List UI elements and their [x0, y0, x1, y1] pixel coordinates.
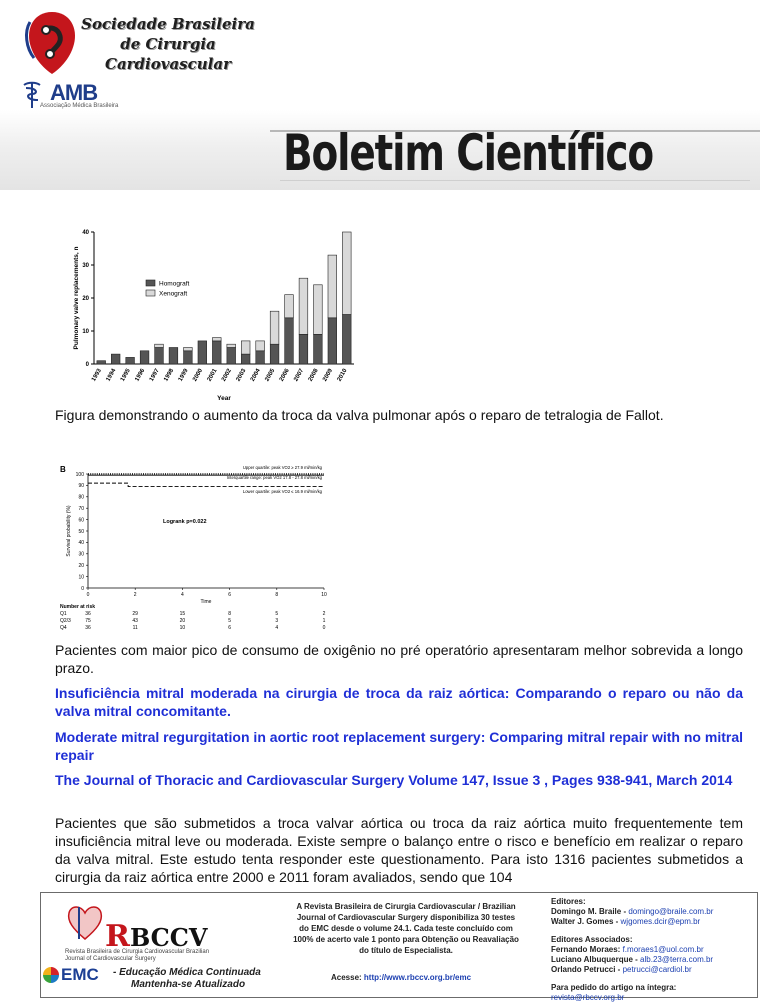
- y-axis-label: Survival probability (%): [66, 505, 72, 557]
- x-tick-label: 1997: [148, 368, 161, 383]
- x-tick-label: 2005: [264, 368, 277, 383]
- risk-value: 43: [132, 618, 138, 624]
- y-tick-label: 100: [75, 471, 84, 478]
- bar-homograft: [169, 348, 178, 365]
- x-tick-label: 2009: [322, 368, 335, 383]
- x-tick-label: 6: [228, 592, 231, 598]
- risk-value: 11: [132, 625, 138, 631]
- editor-2-name: Walter J. Gomes -: [551, 917, 619, 926]
- x-tick-label: 2001: [206, 368, 219, 383]
- bar-homograft: [285, 318, 294, 364]
- assoc-editor-2: [551, 955, 751, 965]
- assoc-editor-2-email[interactable]: alb.23@terra.com.br: [640, 955, 714, 964]
- risk-value: 4: [275, 625, 279, 631]
- editor-2-email[interactable]: wjgomes.dcir@epm.br: [620, 917, 701, 926]
- editors-heading: Editores:: [551, 897, 586, 906]
- bar-xenograft: [212, 338, 221, 341]
- y-tick-label: 50: [78, 528, 84, 535]
- sbcc-logo: [22, 8, 82, 76]
- pulmonary-valve-chart-svg: [70, 222, 370, 402]
- request-heading: Para pedido do artigo na íntegra:: [551, 983, 677, 992]
- paragraph-survival: Pacientes com maior pico de consumo de oxigênio no pré operatório apresentaram melhor sobrevida a longo prazo.: [55, 642, 743, 676]
- risk-value: 10: [179, 625, 186, 631]
- bar-xenograft: [256, 341, 265, 351]
- bar-xenograft: [184, 348, 193, 351]
- editor-1: [551, 907, 751, 917]
- rbccv-heart-icon: [63, 899, 107, 943]
- risk-value: 5: [275, 611, 279, 617]
- rbccv-logo-rest: BCCV: [129, 923, 208, 952]
- access-url-link[interactable]: http://www.rbccv.org.br/emc: [363, 973, 472, 982]
- risk-value: 1: [322, 618, 326, 624]
- bar-homograft: [227, 348, 236, 365]
- risk-value: 6: [228, 625, 231, 631]
- editors-block: [551, 897, 751, 1003]
- editor-1-email[interactable]: domingo@braile.com.br: [628, 907, 714, 916]
- x-tick-label: 2007: [293, 368, 306, 383]
- risk-value: 5: [228, 618, 231, 624]
- rbccv-logo-r: R: [105, 919, 130, 954]
- risk-row-label: Q4: [60, 625, 67, 631]
- article-title-pt: Insuficiência mitral moderada na cirurgia de troca da raiz aórtica: Comparando o reparo ou não da valva mitral concomitante.: [55, 685, 743, 719]
- risk-row-label: Q2/3: [60, 618, 71, 624]
- bar-xenograft: [328, 255, 337, 318]
- assoc-editor-3-name: Orlando Petrucci -: [551, 965, 621, 974]
- series-label: Upper quartile: peak VO2 ≥ 27.9 ml/min/kg: [242, 465, 322, 470]
- x-tick-label: 10: [321, 592, 327, 598]
- article-reference: The Journal of Thoracic and Cardiovascular Surgery Volume 147, Issue 3 , Pages 938-941, March 2014: [55, 772, 733, 788]
- bar-xenograft: [299, 278, 308, 334]
- bar-xenograft: [342, 232, 351, 315]
- survival-line-dashed: [88, 483, 324, 486]
- emc-tagline: [113, 967, 261, 991]
- x-tick-label: 1995: [119, 368, 132, 383]
- panel-label: B: [60, 465, 66, 474]
- risk-value: 0: [322, 625, 326, 631]
- series-label: Lower quartile: peak VO2 ≤ 16.9 ml/min/kg: [242, 489, 322, 494]
- society-name-line3: Cardiovascular: [105, 55, 231, 73]
- x-axis-label: Year: [217, 395, 231, 402]
- survival-chart: [58, 462, 333, 632]
- bar-homograft: [299, 334, 308, 364]
- bar-homograft: [97, 361, 106, 364]
- legend-label: Homograft: [159, 280, 190, 288]
- paragraph-mitral: Pacientes que são submetidos a troca valvar aórtica ou troca da raiz aórtica muito frequentemente tem insuficiência mitral leve ou moderada. Existe sempre o balanço entre o risco e benefício em realizar o reparo da valva mitral. Este estudo tenta responder este questionamento. Para isto 1316 pacientes submetidos a cirurgia da raiz aórtica entre 2000 e 2011 foram avaliados, sendo que 104: [55, 815, 743, 885]
- x-tick-label: 2004: [249, 368, 262, 383]
- risk-value: 15: [179, 611, 186, 617]
- access-label: Acesse:: [331, 973, 362, 982]
- series-label: Interquartile range: peak VO2 17.8 - 27.8 ml/min/kg: [226, 475, 322, 480]
- y-tick-label: 10: [78, 574, 84, 581]
- x-tick-label: 2010: [336, 368, 349, 383]
- amb-subtitle: Associação Médica Brasileira: [40, 103, 119, 109]
- assoc-editor-1: [551, 945, 751, 955]
- survival-chart-svg: [58, 462, 333, 632]
- bar-homograft: [256, 351, 265, 364]
- page-title: Boletim Científico: [283, 124, 653, 182]
- editor-2: [551, 917, 751, 927]
- y-tick-label: 80: [78, 494, 84, 501]
- society-name-line2: de Cirurgia: [120, 35, 216, 53]
- amb-logo-text: AMB: [50, 80, 98, 105]
- y-tick-label: 60: [78, 517, 84, 524]
- y-tick-label: 40: [82, 230, 89, 236]
- x-tick-label: 4: [181, 592, 184, 598]
- risk-value: 20: [179, 618, 186, 624]
- assoc-editor-3-email[interactable]: petrucci@cardiol.br: [622, 965, 692, 974]
- risk-table-title: Number at risk: [60, 604, 96, 610]
- request-email[interactable]: revista@rbccv.org.br: [551, 993, 625, 1002]
- bar-homograft: [241, 354, 250, 364]
- risk-value: 36: [85, 611, 91, 617]
- legend-label: Xenograft: [159, 290, 188, 298]
- bar-xenograft: [285, 295, 294, 318]
- emc-tagline-line2: Mantenha-se Atualizado: [131, 979, 246, 990]
- y-tick-label: 30: [82, 263, 89, 269]
- society-name-line1: Sociedade Brasileira: [81, 15, 255, 33]
- legend-swatch: [146, 290, 155, 296]
- logrank-annotation: Logrank p=0.022: [162, 519, 207, 526]
- access-line: [331, 973, 471, 982]
- y-tick-label: 0: [81, 585, 84, 592]
- y-tick-label: 30: [78, 551, 84, 558]
- x-tick-label: 1993: [91, 368, 103, 383]
- x-tick-label: 2000: [192, 368, 205, 383]
- bar-homograft: [328, 318, 337, 364]
- risk-value: 8: [228, 611, 231, 617]
- bar-homograft: [270, 344, 279, 364]
- y-tick-label: 20: [82, 296, 89, 302]
- editor-1-name: Domingo M. Braile -: [551, 907, 627, 916]
- emc-description: A Revista Brasileira de Cirurgia Cardiovascular / Brazilian Journal of Cardiovascular Surgery disponibiliza 30 testes do EMC desde o volume 24.1. Cada teste concluído com 100% de acerto vale 1 ponto para Obtenção ou Reavaliação do título de Especialista.: [293, 902, 519, 955]
- y-tick-label: 40: [78, 540, 84, 547]
- x-tick-label: 2002: [221, 368, 233, 383]
- bar-homograft: [198, 341, 207, 364]
- footer-box: [40, 892, 758, 1002]
- emc-icon: [43, 967, 59, 983]
- assoc-editor-2-name: Luciano Albuquerque -: [551, 955, 638, 964]
- risk-value: 3: [275, 618, 279, 624]
- y-axis-label: Pulmonary valve replacements, n: [73, 246, 80, 350]
- x-tick-label: 2008: [307, 368, 320, 383]
- y-tick-label: 20: [78, 563, 84, 569]
- x-tick-label: 2006: [278, 368, 291, 383]
- x-tick-label: 1996: [134, 368, 147, 383]
- x-axis-label: Time: [200, 599, 212, 605]
- x-tick-label: 2: [133, 592, 137, 598]
- bar-homograft: [342, 315, 351, 365]
- x-tick-label: 1994: [105, 368, 118, 383]
- x-tick-label: 0: [86, 592, 90, 598]
- bar-xenograft: [155, 344, 164, 347]
- legend-swatch: [146, 280, 155, 286]
- y-tick-label: 90: [78, 483, 84, 490]
- bar-homograft: [212, 341, 221, 364]
- assoc-editor-1-name: Fernando Moraes:: [551, 945, 621, 954]
- y-tick-label: 70: [78, 506, 84, 512]
- risk-value: 75: [85, 618, 91, 624]
- y-tick-label: 0: [85, 362, 89, 368]
- assoc-editor-1-email[interactable]: f.moraes1@uol.com.br: [622, 945, 704, 954]
- x-tick-label: 1998: [163, 368, 176, 383]
- assoc-editors-heading: Editores Associados:: [551, 935, 633, 944]
- risk-value: 2: [322, 611, 326, 617]
- article-title-en: Moderate mitral regurgitation in aortic root replacement surgery: Comparing mitral repair with no mitral repair: [55, 729, 743, 763]
- bar-homograft: [184, 351, 193, 364]
- x-tick-label: 2003: [235, 368, 248, 383]
- bar-xenograft: [270, 311, 279, 344]
- bar-homograft: [314, 334, 323, 364]
- y-tick-label: 10: [82, 329, 89, 335]
- risk-value: 29: [132, 611, 138, 617]
- emc-tagline-line1: - Educação Médica Continuada: [113, 967, 261, 978]
- x-tick-label: 1999: [177, 368, 190, 383]
- bar-xenograft: [227, 344, 236, 347]
- emc-logo-text: EMC: [61, 965, 99, 984]
- bar-homograft: [155, 348, 164, 365]
- pulmonary-valve-chart: [70, 222, 370, 402]
- bar-homograft: [111, 354, 120, 364]
- risk-row-label: Q1: [60, 611, 67, 617]
- society-name: [78, 14, 258, 74]
- rbccv-subtitle: Revista Brasileira de Cirurgia Cardiovascular Brazilian Journal of Cardiovascular Surgery: [65, 949, 210, 962]
- figure1-caption: Figura demonstrando o aumento da troca da valva pulmonar após o reparo de tetralogia de Fallot.: [55, 407, 664, 423]
- bar-homograft: [140, 351, 149, 364]
- risk-value: 36: [85, 625, 91, 631]
- x-tick-label: 8: [275, 592, 279, 598]
- bar-xenograft: [314, 285, 323, 335]
- bar-homograft: [126, 357, 135, 364]
- bar-xenograft: [241, 341, 250, 354]
- assoc-editor-3: [551, 965, 751, 975]
